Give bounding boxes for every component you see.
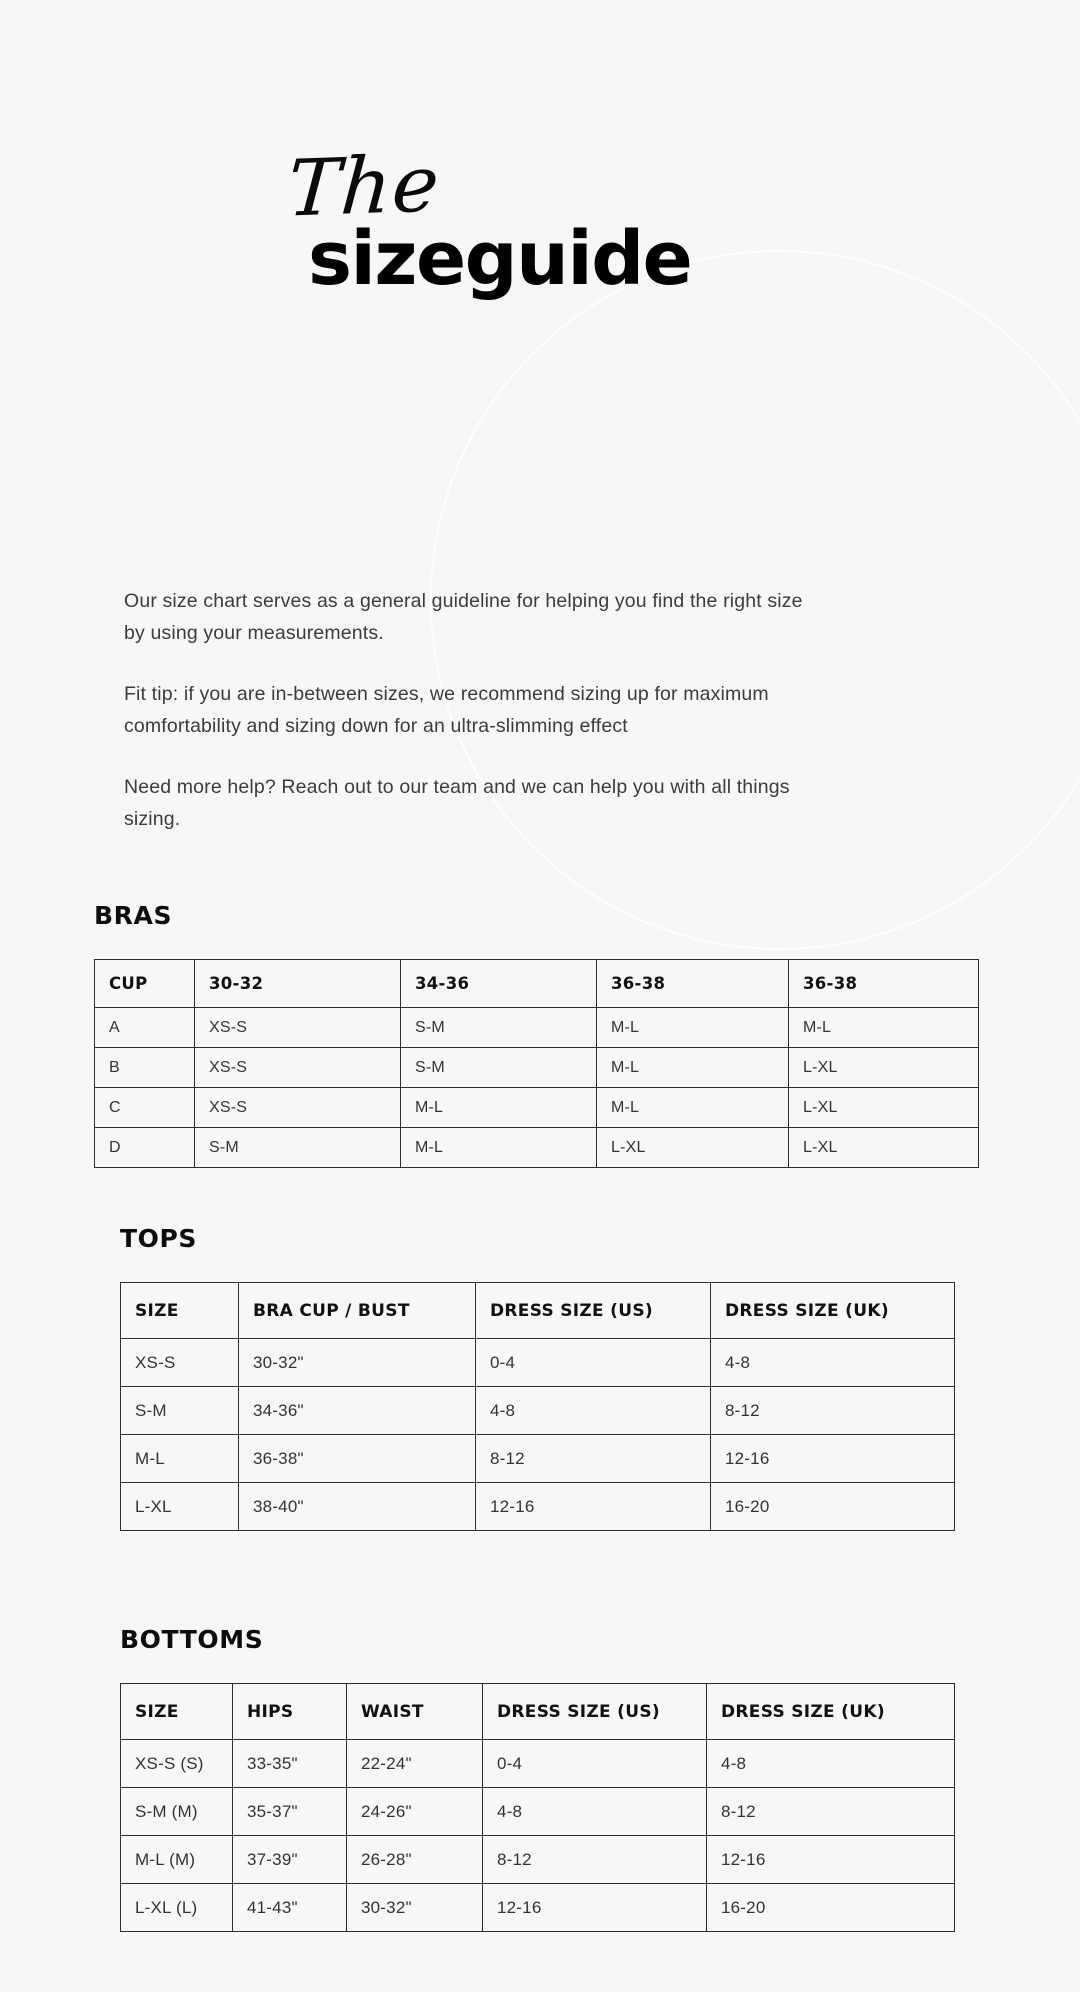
section-heading-tops: TOPS (120, 1224, 198, 1254)
table-cell: 34-36" (239, 1387, 476, 1435)
table-cell: 22-24" (347, 1740, 483, 1788)
column-header: DRESS SIZE (UK) (707, 1684, 955, 1740)
table-cell: 24-26" (347, 1788, 483, 1836)
table-cell: 12-16 (476, 1483, 711, 1531)
table-cell: 41-43" (233, 1884, 347, 1932)
table-cell: 16-20 (707, 1884, 955, 1932)
table-cell: 30-32" (347, 1884, 483, 1932)
intro-paragraph-1: Our size chart serves as a general guideline for helping you find the right size by using your measurements. (124, 590, 803, 644)
table-cell: M-L (789, 1008, 979, 1048)
table-cell: 4-8 (711, 1339, 955, 1387)
table-cell: XS-S (S) (121, 1740, 233, 1788)
table-cell: M-L (401, 1128, 597, 1168)
table-cell: S-M (401, 1008, 597, 1048)
table-cell: 0-4 (476, 1339, 711, 1387)
page-title-script: The (284, 139, 443, 235)
section-heading-bras: BRAS (94, 901, 173, 931)
table-cell: XS-S (195, 1048, 401, 1088)
table-cell: M-L (M) (121, 1836, 233, 1884)
table-row (121, 1339, 955, 1387)
table-header-row (121, 1283, 955, 1339)
table-cell: 26-28" (347, 1836, 483, 1884)
table-row (121, 1387, 955, 1435)
column-header: BRA CUP / BUST (239, 1283, 476, 1339)
column-header: DRESS SIZE (UK) (711, 1283, 955, 1339)
table-cell: M-L (597, 1008, 789, 1048)
column-header: 30-32 (195, 960, 401, 1008)
table-row (121, 1740, 955, 1788)
table-cell: S-M (401, 1048, 597, 1088)
section-heading-bottoms: BOTTOMS (120, 1625, 264, 1655)
table-cell: M-L (121, 1435, 239, 1483)
table-row (95, 1008, 979, 1048)
column-header: DRESS SIZE (US) (483, 1684, 707, 1740)
intro-paragraph-3: Need more help? Reach out to our team and we can help you with all things sizing. (124, 776, 790, 830)
intro-copy (0, 230, 820, 835)
column-header: WAIST (347, 1684, 483, 1740)
table-cell: 0-4 (483, 1740, 707, 1788)
table-cell: 30-32" (239, 1339, 476, 1387)
table-cell: M-L (597, 1088, 789, 1128)
column-header: 36-38 (789, 960, 979, 1008)
table-cell: 4-8 (476, 1387, 711, 1435)
table-cell: L-XL (121, 1483, 239, 1531)
table-cell: 16-20 (711, 1483, 955, 1531)
table-row (121, 1483, 955, 1531)
table-header-row (95, 960, 979, 1008)
table-cell: A (95, 1008, 195, 1048)
table-cell: 8-12 (483, 1836, 707, 1884)
table-row (121, 1788, 955, 1836)
table-cell: 33-35" (233, 1740, 347, 1788)
intro-paragraph-2: Fit tip: if you are in-between sizes, we recommend sizing up for maximum comfortability and sizing down for an ultra-slimming effect (124, 683, 769, 737)
table-row (95, 1088, 979, 1128)
section-bras (0, 901, 1080, 1168)
section-bottoms (0, 1625, 1080, 1932)
table-cell: S-M (195, 1128, 401, 1168)
bottoms-size-table (120, 1683, 955, 1932)
table-cell: 8-12 (711, 1387, 955, 1435)
table-cell: L-XL (789, 1088, 979, 1128)
table-row (95, 1048, 979, 1088)
table-cell: B (95, 1048, 195, 1088)
column-header: 36-38 (597, 960, 789, 1008)
page-header (0, 0, 1080, 302)
table-row (121, 1884, 955, 1932)
table-cell: L-XL (597, 1128, 789, 1168)
bras-size-table (94, 959, 979, 1168)
table-cell: L-XL (789, 1048, 979, 1088)
column-header: SIZE (121, 1684, 233, 1740)
table-cell: 37-39" (233, 1836, 347, 1884)
table-cell: XS-S (195, 1088, 401, 1128)
table-header-row (121, 1684, 955, 1740)
column-header: HIPS (233, 1684, 347, 1740)
table-cell: 12-16 (707, 1836, 955, 1884)
column-header: DRESS SIZE (US) (476, 1283, 711, 1339)
table-cell: L-XL (789, 1128, 979, 1168)
table-cell: 12-16 (711, 1435, 955, 1483)
table-cell: M-L (401, 1088, 597, 1128)
table-cell: 8-12 (707, 1788, 955, 1836)
table-row (95, 1128, 979, 1168)
column-header: SIZE (121, 1283, 239, 1339)
table-cell: 12-16 (483, 1884, 707, 1932)
table-cell: XS-S (195, 1008, 401, 1048)
table-cell: M-L (597, 1048, 789, 1088)
table-cell: 8-12 (476, 1435, 711, 1483)
table-cell: 35-37" (233, 1788, 347, 1836)
table-cell: 4-8 (483, 1788, 707, 1836)
column-header: CUP (95, 960, 195, 1008)
table-cell: C (95, 1088, 195, 1128)
table-cell: XS-S (121, 1339, 239, 1387)
table-cell: 36-38" (239, 1435, 476, 1483)
table-row (121, 1435, 955, 1483)
table-cell: 38-40" (239, 1483, 476, 1531)
table-row (121, 1836, 955, 1884)
table-cell: S-M (121, 1387, 239, 1435)
table-cell: L-XL (L) (121, 1884, 233, 1932)
table-cell: D (95, 1128, 195, 1168)
table-cell: 4-8 (707, 1740, 955, 1788)
table-cell: S-M (M) (121, 1788, 233, 1836)
tops-size-table (120, 1282, 955, 1531)
section-tops (0, 1224, 1080, 1531)
page-title-main: sizeguide (308, 216, 692, 302)
column-header: 34-36 (401, 960, 597, 1008)
